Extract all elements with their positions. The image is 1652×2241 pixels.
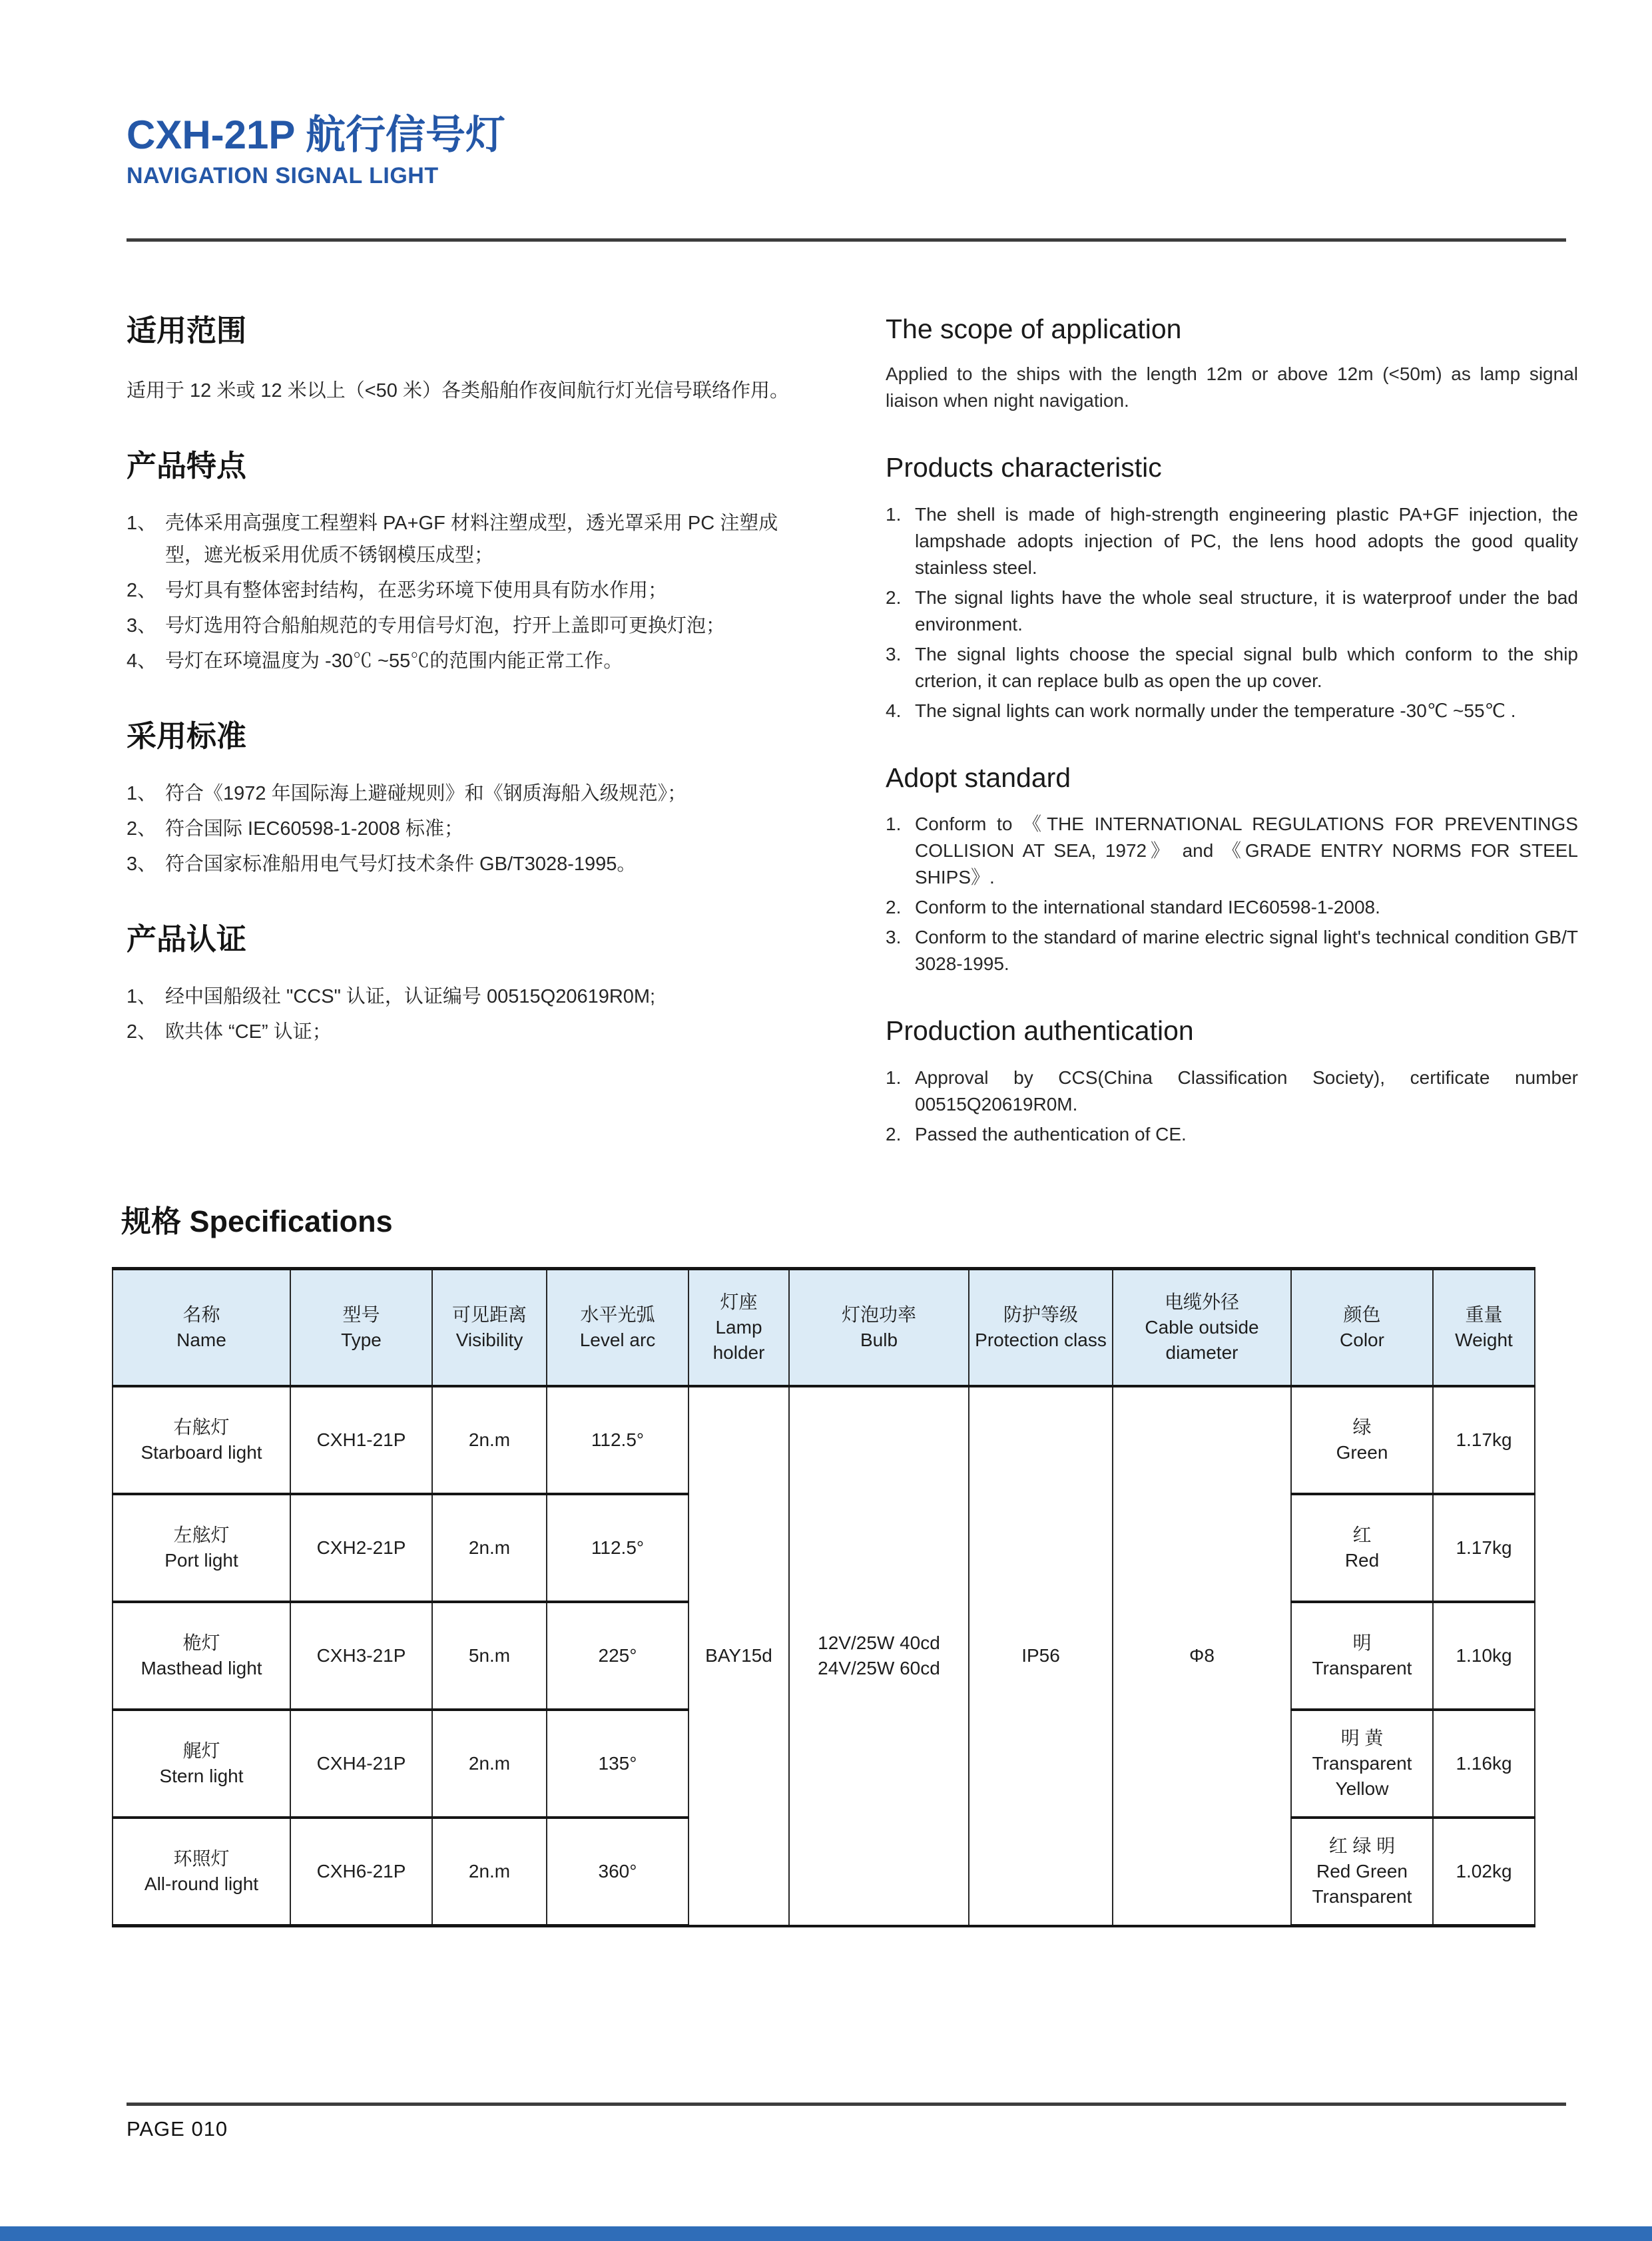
column-header-visibility: 可见距离 Visibility	[432, 1269, 547, 1387]
list-text: Passed the authentication of CE.	[915, 1123, 1187, 1144]
table-header-row	[113, 1269, 1535, 1387]
list-item	[886, 811, 1578, 891]
cell-color: 明 黄 Transparent Yellow	[1291, 1710, 1433, 1818]
list-number: 3、	[127, 854, 157, 875]
list-number: 2、	[127, 1021, 157, 1043]
cell-color: 绿 Green	[1291, 1386, 1433, 1494]
list-number: 3.	[886, 643, 902, 664]
cell-visibility: 5n.m	[432, 1602, 547, 1710]
list-item	[886, 894, 1578, 921]
section-standards-zh	[127, 718, 812, 880]
list-text: The signal lights can work normally under the temperature -30℃ ~55℃ .	[915, 700, 1516, 721]
list-text: Conform to the international standard IEC60598-1-2008.	[915, 897, 1380, 918]
list-number: 1.	[886, 814, 902, 835]
cell-type: CXH4-21P	[290, 1710, 432, 1818]
english-column	[886, 313, 1578, 1185]
list-item	[127, 610, 812, 642]
list-text: 号灯具有整体密封结构，在恶劣环境下使用具有防水作用；	[165, 580, 668, 602]
column-header-weight: 重量 Weight	[1433, 1269, 1535, 1387]
list-item	[127, 848, 812, 880]
list-number: 2、	[127, 818, 157, 840]
list-text: 符合《1972 年国际海上避碰规则》和《钢质海船入级规范》；	[165, 783, 687, 805]
cell-bulb-merged: 12V/25W 40cd 24V/25W 60cd	[789, 1386, 969, 1926]
list-text: 壳体采用高强度工程塑料 PA+GF 材料注塑成型，透光罩采用 PC 注塑成型，遮光板采用优质不锈钢模压成型；	[165, 513, 778, 567]
column-header-bulb: 灯泡功率 Bulb	[789, 1269, 969, 1387]
cell-weight: 1.10kg	[1433, 1602, 1535, 1710]
list-item	[886, 585, 1578, 638]
list-item	[886, 924, 1578, 977]
column-header-level-arc: 水平光弧 Level arc	[547, 1269, 688, 1387]
list-number: 1.	[886, 1067, 902, 1088]
list-item	[127, 981, 812, 1013]
cell-visibility: 2n.m	[432, 1386, 547, 1494]
numbered-list	[127, 507, 812, 677]
list-item	[127, 507, 812, 571]
section-heading: 适用范围	[127, 314, 247, 348]
list-item	[886, 641, 1578, 694]
document-header	[127, 112, 505, 189]
cell-color: 明 Transparent	[1291, 1602, 1433, 1710]
cell-name: 艉灯 Stern light	[113, 1710, 290, 1818]
section-heading: Production authentication	[886, 1015, 1194, 1047]
cell-weight: 1.17kg	[1433, 1494, 1535, 1602]
cell-visibility: 2n.m	[432, 1494, 547, 1602]
list-number: 2.	[886, 587, 902, 608]
list-number: 1、	[127, 513, 157, 535]
list-text: The signal lights choose the special signal bulb which conform to the ship crterion, it can replace bulb as open the up cover.	[915, 643, 1578, 691]
column-header-lamp-holder: 灯座 Lamp holder	[688, 1269, 789, 1387]
section-scope-zh	[127, 313, 812, 407]
list-number: 1、	[127, 986, 157, 1008]
section-certification-en	[886, 1015, 1578, 1147]
list-number: 1、	[127, 783, 157, 805]
section-features-en	[886, 451, 1578, 724]
page-title: CXH-21P 航行信号灯	[127, 113, 506, 157]
list-text: Conform to the standard of marine electric signal light's technical condition GB/T 3028-1995.	[915, 927, 1578, 975]
cell-weight: 1.16kg	[1433, 1710, 1535, 1818]
numbered-list	[886, 501, 1578, 724]
page-number: PAGE 010	[127, 2117, 228, 2140]
list-text: 号灯在环境温度为 -30℃ ~55℃的范围内能正常工作。	[165, 650, 623, 672]
section-heading: The scope of application	[886, 314, 1182, 344]
section-heading: 采用标准	[127, 719, 247, 754]
list-number: 4、	[127, 650, 157, 672]
list-item	[886, 501, 1578, 581]
section-paragraph: Applied to the ships with the length 12m or above 12m (<50m) as lamp signal liaison when night navigation.	[886, 364, 1578, 411]
column-header-color: 颜色 Color	[1291, 1269, 1433, 1387]
cell-type: CXH6-21P	[290, 1818, 432, 1926]
cell-name: 环照灯 All-round light	[113, 1818, 290, 1926]
column-header-protection-class: 防护等级 Protection class	[969, 1269, 1113, 1387]
list-item	[127, 1016, 812, 1048]
list-number: 3、	[127, 615, 157, 637]
header-divider	[127, 238, 1566, 242]
list-text: 符合国际 IEC60598-1-2008 标准；	[165, 818, 464, 840]
cell-name: 右舷灯 Starboard light	[113, 1386, 290, 1494]
list-number: 2.	[886, 897, 902, 918]
numbered-list	[886, 811, 1578, 977]
cell-level-arc: 225°	[547, 1602, 688, 1710]
table-row	[113, 1386, 1535, 1494]
cell-level-arc: 135°	[547, 1710, 688, 1818]
list-text: Conform to 《THE INTERNATIONAL REGULATIONS FOR PREVENTINGS COLLISION AT SEA, 1972》 and 《GRADE ENTRY NORMS FOR STEEL SHIPS》.	[915, 814, 1578, 888]
cell-name: 桅灯 Masthead light	[113, 1602, 290, 1710]
section-heading: 产品认证	[127, 922, 247, 957]
cell-visibility: 2n.m	[432, 1818, 547, 1926]
list-text: 符合国家标准船用电气号灯技术条件 GB/T3028-1995。	[165, 854, 637, 875]
cell-level-arc: 360°	[547, 1818, 688, 1926]
chinese-column	[127, 313, 812, 1185]
section-certification-zh	[127, 921, 812, 1048]
cell-type: CXH2-21P	[290, 1494, 432, 1602]
list-item	[886, 698, 1578, 724]
list-text: Approval by CCS(China Classification Society), certificate number 00515Q20619R0M.	[915, 1067, 1578, 1115]
list-item	[127, 813, 812, 845]
bottom-accent-bar	[0, 2226, 1652, 2241]
specifications-section	[112, 1197, 1534, 1927]
cell-color: 红 Red	[1291, 1494, 1433, 1602]
cell-name: 左舷灯 Port light	[113, 1494, 290, 1602]
column-header-type: 型号 Type	[290, 1269, 432, 1387]
cell-protection-class-merged: IP56	[969, 1386, 1113, 1926]
list-number: 3.	[886, 927, 902, 948]
list-text: 欧共体 “CE” 认证；	[165, 1021, 332, 1043]
list-item	[127, 778, 812, 810]
list-number: 4.	[886, 700, 902, 721]
numbered-list	[127, 981, 812, 1048]
list-text: The signal lights have the whole seal structure, it is waterproof under the bad environment.	[915, 587, 1578, 634]
list-text: The shell is made of high-strength engineering plastic PA+GF injection, the lampshade adopts injection of PC, the lens hood adopts the good quality stainless steel.	[915, 503, 1578, 578]
cell-level-arc: 112.5°	[547, 1494, 688, 1602]
list-item	[886, 1065, 1578, 1118]
section-features-zh	[127, 448, 812, 677]
numbered-list	[127, 778, 812, 880]
section-heading: 产品特点	[127, 449, 247, 483]
cell-weight: 1.17kg	[1433, 1386, 1535, 1494]
column-header-cable-diameter: 电缆外径 Cable outside diameter	[1113, 1269, 1291, 1387]
cell-level-arc: 112.5°	[547, 1386, 688, 1494]
footer-divider	[127, 2103, 1566, 2106]
section-scope-en	[886, 313, 1578, 414]
section-standards-en	[886, 762, 1578, 977]
specifications-table	[112, 1267, 1535, 1927]
section-heading: Adopt standard	[886, 762, 1071, 793]
cell-type: CXH1-21P	[290, 1386, 432, 1494]
list-number: 2、	[127, 580, 157, 602]
section-paragraph: 适用于 12 米或 12 米以上（<50 米）各类船舶作夜间航行灯光信号联络作用。	[127, 380, 789, 402]
cell-type: CXH3-21P	[290, 1602, 432, 1710]
list-item	[886, 1121, 1578, 1148]
cell-color: 红 绿 明 Red Green Transparent	[1291, 1818, 1433, 1926]
two-column-body	[127, 313, 1578, 1185]
specifications-heading: 规格 Specifications	[121, 1204, 393, 1238]
column-header-name: 名称 Name	[113, 1269, 290, 1387]
list-item	[127, 575, 812, 607]
page-subtitle: NAVIGATION SIGNAL LIGHT	[127, 163, 439, 188]
cell-visibility: 2n.m	[432, 1710, 547, 1818]
cell-weight: 1.02kg	[1433, 1818, 1535, 1926]
cell-cable-diameter-merged: Φ8	[1113, 1386, 1291, 1926]
list-number: 2.	[886, 1123, 902, 1144]
list-text: 经中国船级社 "CCS" 认证，认证编号 00515Q20619R0M;	[165, 986, 656, 1008]
list-number: 1.	[886, 503, 902, 525]
section-heading: Products characteristic	[886, 452, 1162, 483]
list-text: 号灯选用符合船舶规范的专用信号灯泡，拧开上盖即可更换灯泡；	[165, 615, 726, 637]
list-item	[127, 645, 812, 677]
cell-lamp-holder-merged: BAY15d	[688, 1386, 789, 1926]
numbered-list	[886, 1065, 1578, 1148]
